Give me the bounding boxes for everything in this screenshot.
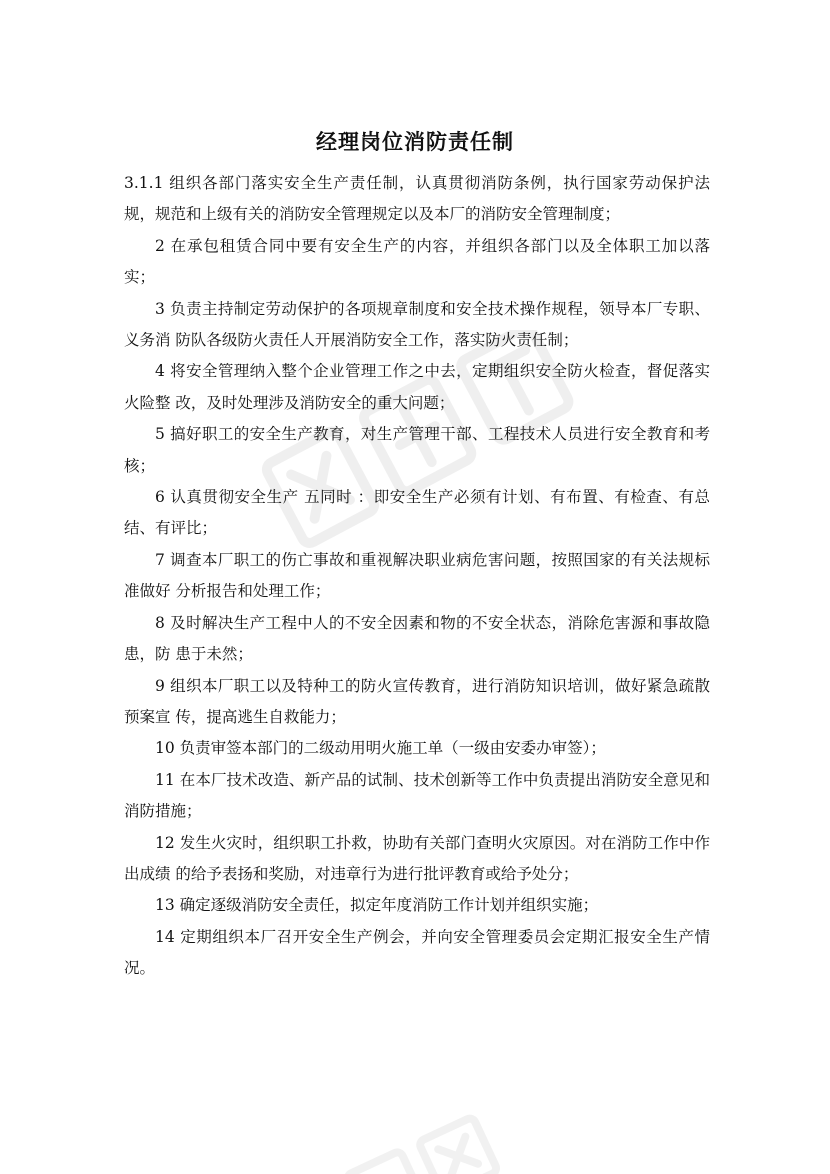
paragraph-item: 5 搞好职工的安全生产教育，对生产管理干部、工程技术人员进行安全教育和考核； (124, 425, 710, 475)
paragraph-item: 2 在承包租赁合同中要有安全生产的内容，并组织各部门以及全体职工加以落实； (124, 236, 710, 287)
paragraph-item: 10 负责审签本部门的二级动用明火施工单（一级由安委办审签）； (155, 739, 606, 758)
paragraph-item: 3 负责主持制定劳动保护的各项规章制度和安全技术操作规程，领导本厂专职、义务消 防队各级防火责任人开展消防安全工作，落实防火责任制； (124, 299, 710, 350)
paragraph-item: 9 组织本厂职工以及特种工的防火宣传教育，进行消防知识培训，做好紧急疏散预案宣 传，提高逃生自救能力； (124, 676, 710, 726)
paragraph-item: 14 定期组织本厂召开安全生产例会，并向安全管理委员会定期汇报安全生产情况。 (124, 927, 710, 978)
paragraph-item: 11 在本厂技术改造、新产品的试制、技术创新等工作中负责提出消防安全意见和消防措施； (124, 770, 710, 821)
paragraph-item: 7 调查本厂职工的伤亡事故和重视解决职业病危害问题，按照国家的有关法规标准做好 分析报告和处理工作； (124, 550, 710, 601)
paragraph-item: 12 发生火灾时，组织职工扑救，协助有关部门查明火灾原因。对在消防工作中作出成绩 的给予表扬和奖励，对违章行为进行批评教育或给予处分； (124, 833, 710, 883)
paragraph-item: 6 认真贯彻安全生产 五同时 ：即安全生产必须有计划、有布置、有检查、有总结、有评比； (124, 488, 710, 538)
paragraph-item: 8 及时解决生产工程中人的不安全因素和物的不安全状态，消除危害源和事故隐患，防 患于未然； (124, 613, 710, 664)
paragraph-item: 13 确定逐级消防安全责任，拟定年度消防工作计划并组织实施； (155, 896, 599, 915)
document-title: 经理岗位消防责任制 (316, 130, 514, 154)
paragraph-item: 3.1.1 组织各部门落实安全生产责任制，认真贯彻消防条例，执行国家劳动保护法规，规范和上级有关的消防安全管理规定以及本厂的消防安全管理制度； (124, 174, 710, 224)
watermark-graphic-bottom (330, 1105, 550, 1174)
document-body (124, 168, 710, 985)
paragraph-item: 4 将安全管理纳入整个企业管理工作之中去，定期组织安全防火检查，督促落实火险整 改，及时处理涉及消防安全的重大问题； (124, 362, 710, 412)
